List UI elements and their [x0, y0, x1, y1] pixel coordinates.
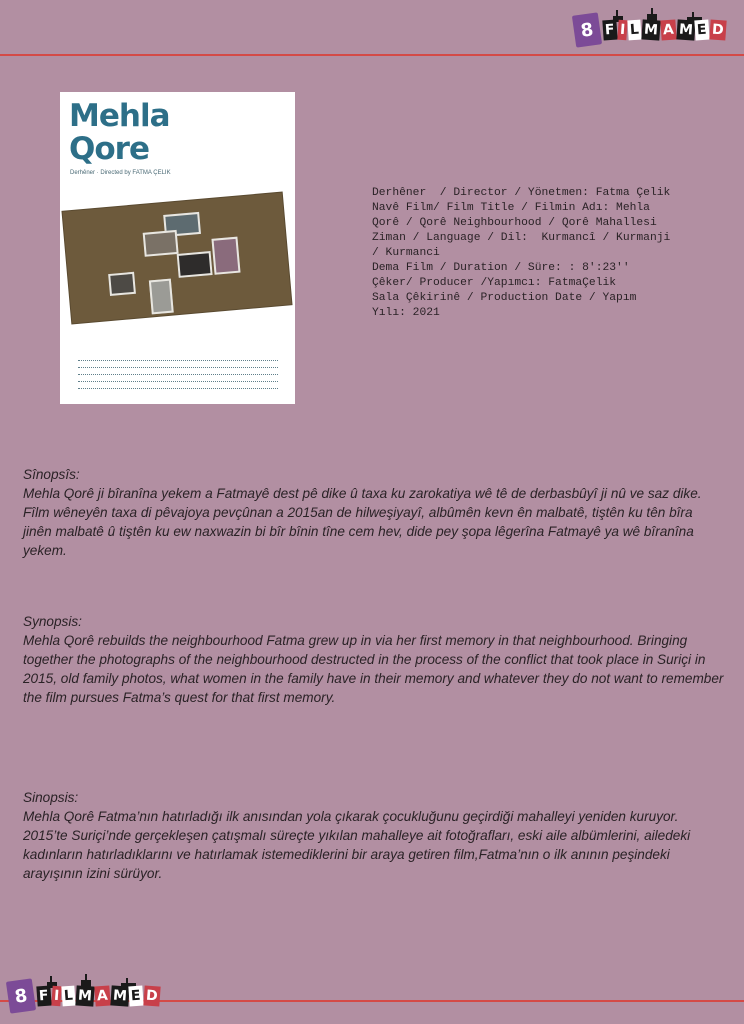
detail-line: / Kurmanci — [372, 247, 440, 259]
synopsis-text: Mehla Qorê rebuilds the neighbourhood Fatma grew up in via her first memory in that neighbourhood. Bringing together the photographs of the neighbourhood destructed in the process of the conflict that took place in Suriçi in 2015, old family photos, what women in the family have in their memory and whatever they do not want to remember the film pursues Fatma’s quest for that first memory. — [23, 633, 724, 705]
logo-letter: M — [75, 985, 94, 1006]
synopsis-text: Mehla Qorê Fatma’nın hatırladığı ilk anısından yola çıkarak çocukluğunu geçirdiği mahalleyi yeniden kuruyor. 2015’te Suriçi’nde gerçekleşen çatışmalı süreçte yıkılan mahalleye ait fotoğrafları, eski aile albümlerini, ailedeki kadınların hatırladıklarını ve hatırlamak istemediklerini bir araya getiren film,Fatma’nın o ilk anının peşindeki arayışının izini sürüyor. — [23, 809, 691, 881]
synopsis-turkish — [23, 788, 725, 883]
logo-wordmark — [37, 986, 161, 1006]
poster-photo — [143, 230, 179, 257]
filmamed-logo-top — [574, 6, 727, 54]
logo-letter: M — [641, 19, 660, 40]
detail-line: Sala Çêkirinê / Production Date / Yapım — [372, 292, 637, 304]
poster-photo — [108, 272, 136, 296]
synopsis-heading: Sînopsîs: — [23, 467, 80, 482]
logo-letter: M — [676, 19, 695, 40]
synopsis-text: Mehla Qorê ji bîranîna yekem a Fatmayê dest pê dike û taxa ku zarokatiya wê tê de derbasbûyî ji nû ve saz dike. Fîlm wêneyên taxa di pêvajoya pevçûnan a 2015an de hilweşiyayî, albûmên kevn ên malbatê, tiştên ku tên bîra jinên malbatê û tiştên ku ew naxwazin bi bîr bînin tîne cem hev, dide pey şopa lêgerîna Fatmayê ya wê bîranîna yekem. — [23, 486, 702, 558]
synopsis-heading: Synopsis: — [23, 614, 82, 629]
logo-letter: D — [709, 19, 726, 40]
poster-photo — [211, 237, 240, 275]
synopsis-heading: Sinopsis: — [23, 790, 79, 805]
detail-line: Yılı: 2021 — [372, 307, 440, 319]
logo-letter: L — [61, 986, 75, 1007]
synopsis-english — [23, 612, 725, 707]
poster-photo — [149, 279, 174, 315]
detail-line: Dema Film / Duration / Süre: : 8':23'' — [372, 262, 630, 274]
top-divider — [0, 54, 744, 56]
detail-line: Ziman / Language / Dil: Kurmancî / Kurmanji — [372, 232, 671, 244]
logo-letter: F — [36, 986, 51, 1007]
poster-title: Mehla Qore — [69, 98, 170, 167]
filmamed-logo-bottom — [8, 970, 161, 1022]
film-details — [372, 186, 712, 321]
logo-letter: I — [51, 986, 62, 1007]
poster-photo — [177, 251, 213, 278]
logo-letter: F — [602, 20, 617, 41]
logo-letter: A — [94, 986, 110, 1007]
poster-billing-block — [78, 360, 278, 395]
logo-letter: I — [617, 20, 628, 41]
film-poster — [60, 92, 295, 404]
synopsis-kurmanji — [23, 465, 725, 560]
logo-badge: 8 — [6, 978, 36, 1013]
logo-letter: M — [110, 985, 129, 1006]
detail-line: Derhêner / Director / Yönetmen: Fatma Çelik — [372, 187, 671, 199]
logo-badge: 8 — [572, 12, 602, 47]
logo-wordmark — [603, 20, 727, 40]
detail-line: Çêker/ Producer /Yapımcı: FatmaÇelik — [372, 277, 617, 289]
logo-letter: E — [129, 986, 144, 1007]
poster-photo-board — [63, 193, 292, 324]
poster-credit: Derhêner · Directed by FATMA ÇELIK — [70, 170, 171, 176]
logo-letter: L — [627, 20, 641, 41]
logo-letter: D — [143, 985, 160, 1006]
detail-line: Navê Film/ Film Title / Filmin Adı: Mehla — [372, 202, 650, 214]
logo-letter: E — [695, 20, 710, 41]
logo-letter: A — [660, 20, 676, 41]
detail-line: Qorê / Qorê Neighbourhood / Qorê Mahallesi — [372, 217, 657, 229]
